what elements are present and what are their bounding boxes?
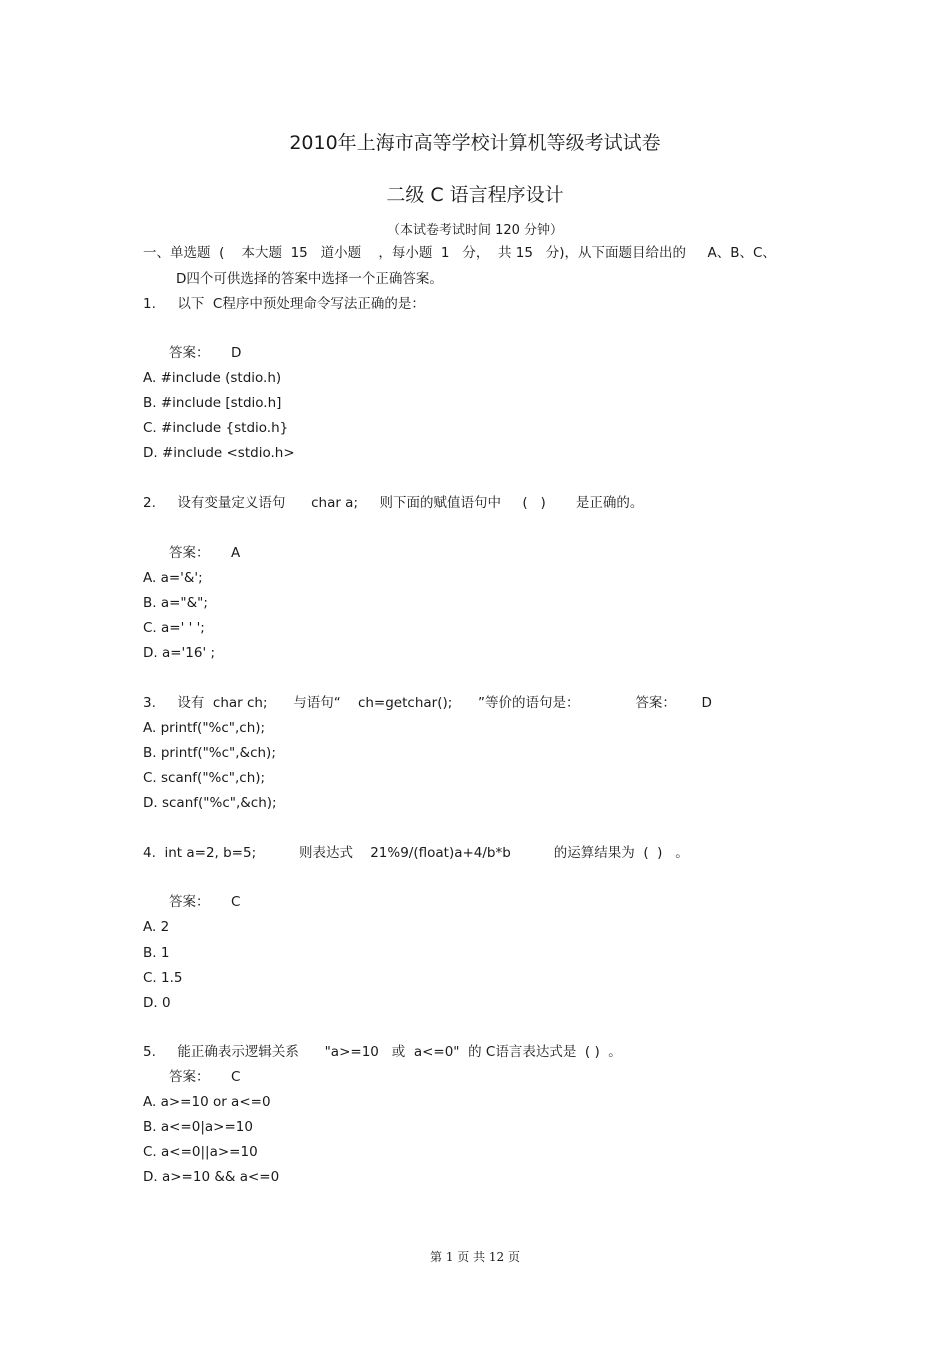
option-a: A. a='&'; [143, 570, 203, 586]
option-b: B. a="&"; [143, 595, 208, 611]
option-d: D. a>=10 && a<=0 [143, 1169, 280, 1185]
exam-title: 2010年上海市高等学校计算机等级考试试卷 [289, 132, 661, 154]
option-a: A. #include (stdio.h) [143, 370, 282, 386]
question-answer: 答案： C [169, 1069, 241, 1085]
question-stem: 4. int a=2, b=5; 则表达式 21%9/(float)a+4/b*b 的运算结果为 ( ) 。 [143, 845, 689, 861]
option-d: D. a='16' ; [143, 645, 216, 661]
question-answer: 答案： D [169, 345, 242, 361]
option-b: B. a<=0|a>=10 [143, 1119, 253, 1135]
option-a: A. printf("%c",ch); [143, 720, 266, 736]
question-answer: 答案： C [169, 894, 241, 910]
time-note: （本试卷考试时间 120 分钟） [386, 223, 564, 238]
option-d: D. scanf("%c",&ch); [143, 795, 277, 811]
question-stem: 1. 以下 C程序中预处理命令写法正确的是： [143, 296, 425, 312]
option-b: B. #include [stdio.h] [143, 395, 282, 411]
option-d: D. #include <stdio.h> [143, 445, 295, 461]
exam-subtitle: 二级 C 语言程序设计 [386, 184, 564, 206]
option-b: B. printf("%c",&ch); [143, 745, 276, 761]
option-a: A. a>=10 or a<=0 [143, 1094, 271, 1110]
question-stem: 2. 设有变量定义语句 char a; 则下面的赋值语句中 ( ) 是正确的。 [143, 495, 644, 511]
page-footer: 第 1 页 共 12 页 [430, 1250, 520, 1264]
option-c: C. #include {stdio.h} [143, 420, 289, 436]
question-stem: 3. 设有 char ch; 与语句“ ch=getchar(); ”等价的语句是： 答案： D [143, 695, 712, 711]
option-c: C. a<=0||a>=10 [143, 1144, 258, 1160]
option-c: C. a=' ' '; [143, 620, 205, 636]
option-b: B. 1 [143, 945, 170, 961]
option-c: C. scanf("%c",ch); [143, 770, 266, 786]
option-d: D. 0 [143, 995, 171, 1011]
option-c: C. 1.5 [143, 970, 183, 986]
section-instruction-line1: 一、单选题 ( 本大题 15 道小题 ，每小题 1 分， 共 15 分)，从下面题目给出的 A、B、C、 [143, 245, 776, 261]
section-instruction-line2: D四个可供选择的答案中选择一个正确答案。 [176, 271, 443, 287]
question-answer: 答案： A [169, 545, 241, 561]
question-stem: 5. 能正确表示逻辑关系 "a>=10 或 a<=0" 的 C语言表达式是 ( ) 。 [143, 1044, 622, 1060]
option-a: A. 2 [143, 919, 170, 935]
